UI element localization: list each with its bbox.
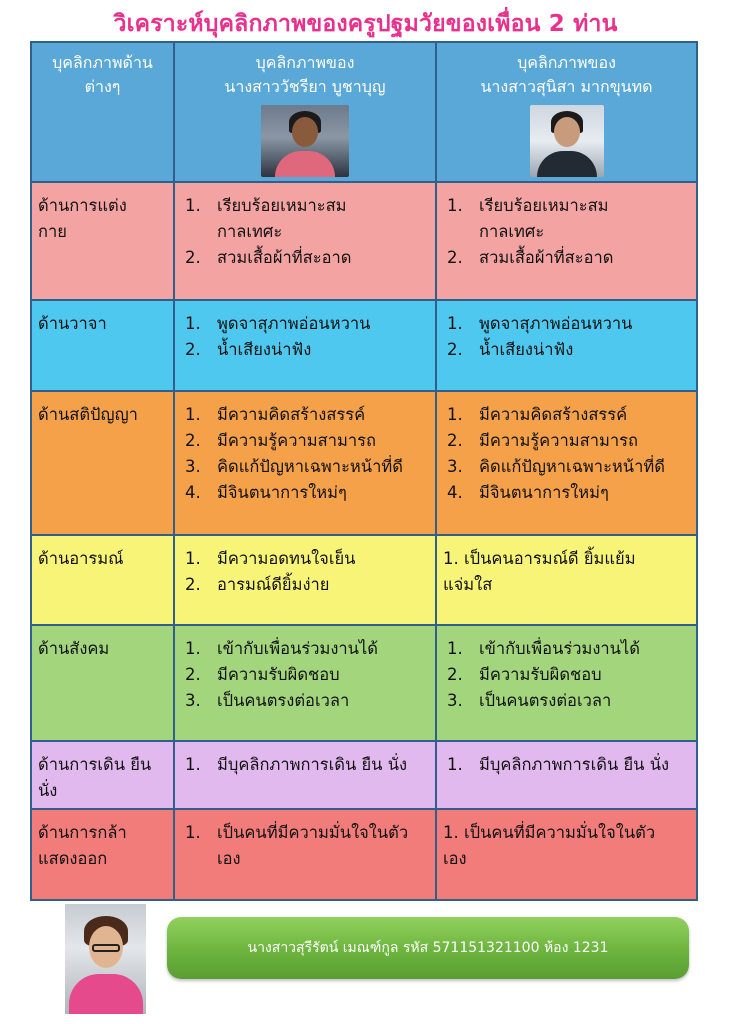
list-item: 2. น้ำเสียงน่าฟัง — [447, 340, 574, 359]
list-item: 1. พูดจาสุภาพอ่อนหวาน — [447, 314, 633, 333]
list-item: 4. มีจินตนาการใหม่ๆ — [185, 483, 347, 502]
personality-table — [30, 41, 698, 901]
list-item: 2. มีความรับผิดชอบ — [447, 665, 602, 684]
list-item: 2. สวมเสื้อผ้าที่สะอาด — [447, 248, 614, 267]
table-row — [31, 300, 697, 391]
person-2-cell — [436, 300, 697, 391]
table-row — [31, 182, 697, 300]
header-person-2 — [436, 42, 697, 182]
list-item: 1. มีความคิดสร้างสรรค์ — [447, 405, 628, 424]
table-header-row — [31, 42, 697, 182]
row-label: ด้านสติปัญญา — [31, 391, 174, 535]
list-item: 1. เข้ากับเพื่อนร่วมงานได้ — [185, 639, 378, 658]
author-photo — [65, 904, 146, 1014]
list-item: 2. มีความรับผิดชอบ — [185, 665, 340, 684]
header-aspect-label: บุคลิกภาพด้าน ต่างๆ — [52, 53, 153, 96]
list-item: 1. เป็นคนที่มีความมั่นใจในตัว เอง — [185, 823, 409, 868]
person-2-cell — [436, 741, 697, 809]
table-row — [31, 741, 697, 809]
header-person-1-label: บุคลิกภาพของ นางสาววัชรียา บูชาบุญ — [224, 53, 386, 96]
list-item: 2. สวมเสื้อผ้าที่สะอาด — [185, 248, 352, 267]
person-1-photo — [261, 105, 349, 177]
list-item: 1. เข้ากับเพื่อนร่วมงานได้ — [447, 639, 640, 658]
list-item: 1. เรียบร้อยเหมาะสม กาลเทศะ — [447, 196, 609, 241]
row-label: ด้านการแต่ง กาย — [31, 182, 174, 300]
table-row — [31, 391, 697, 535]
person-2-cell: 1. เป็นคนที่มีความมั่นใจในตัว เอง — [436, 809, 697, 900]
list-item: 2. มีความรู้ความสามารถ — [447, 431, 638, 450]
list-item: 3. คิดแก้ปัญหาเฉพาะหน้าที่ดี — [447, 457, 665, 476]
list-item: 2. อารมณ์ดียิ้มง่าย — [185, 575, 330, 594]
list-item: 3. เป็นคนตรงต่อเวลา — [447, 691, 612, 710]
list-item: 2. น้ำเสียงน่าฟัง — [185, 340, 312, 359]
person-2-cell — [436, 391, 697, 535]
table-row — [31, 625, 697, 741]
author-credit-text: นางสาวสุรีรัตน์ เมณฑ์กูล รหัส 571151321100 ห้อง 1231 — [247, 940, 609, 956]
row-label: ด้านสังคม — [31, 625, 174, 741]
author-credit-banner — [167, 917, 689, 979]
person-1-cell — [174, 535, 436, 625]
list-item: 1. มีความคิดสร้างสรรค์ — [185, 405, 366, 424]
person-2-cell: 1. เป็นคนอารมณ์ดี ยิ้มแย้ม แจ่มใส — [436, 535, 697, 625]
list-item: 2. มีความรู้ความสามารถ — [185, 431, 376, 450]
page-title: วิเคราะห์บุคลิกภาพของครูปฐมวัยของเพื่อน 2 ท่าน — [113, 11, 618, 37]
person-1-cell — [174, 625, 436, 741]
person-1-cell — [174, 809, 436, 900]
table-row — [31, 535, 697, 625]
list-item: 3. คิดแก้ปัญหาเฉพาะหน้าที่ดี — [185, 457, 403, 476]
row-label: ด้านการเดิน ยืน นั่ง — [31, 741, 174, 809]
list-item: 1. มีความอดทนใจเย็น — [185, 549, 356, 568]
list-item: 1. เรียบร้อยเหมาะสม กาลเทศะ — [185, 196, 347, 241]
person-1-cell — [174, 741, 436, 809]
person-1-cell — [174, 300, 436, 391]
header-person-2-label: บุคลิกภาพของ นางสาวสุนิสา มากขุนทด — [480, 53, 653, 96]
person-2-photo — [530, 105, 604, 177]
list-item: 1. พูดจาสุภาพอ่อนหวาน — [185, 314, 371, 333]
list-item: 3. เป็นคนตรงต่อเวลา — [185, 691, 350, 710]
row-label: ด้านการกล้า แสดงออก — [31, 809, 174, 900]
table-row — [31, 809, 697, 900]
person-1-cell — [174, 182, 436, 300]
person-2-cell — [436, 182, 697, 300]
list-item: 1. มีบุคลิกภาพการเดิน ยืน นั่ง — [447, 755, 670, 774]
person-2-cell — [436, 625, 697, 741]
header-aspect — [31, 42, 174, 182]
list-item: 4. มีจินตนาการใหม่ๆ — [447, 483, 609, 502]
row-label: ด้านอารมณ์ — [31, 535, 174, 625]
header-person-1 — [174, 42, 436, 182]
list-item: 1. มีบุคลิกภาพการเดิน ยืน นั่ง — [185, 755, 408, 774]
row-label: ด้านวาจา — [31, 300, 174, 391]
person-1-cell — [174, 391, 436, 535]
